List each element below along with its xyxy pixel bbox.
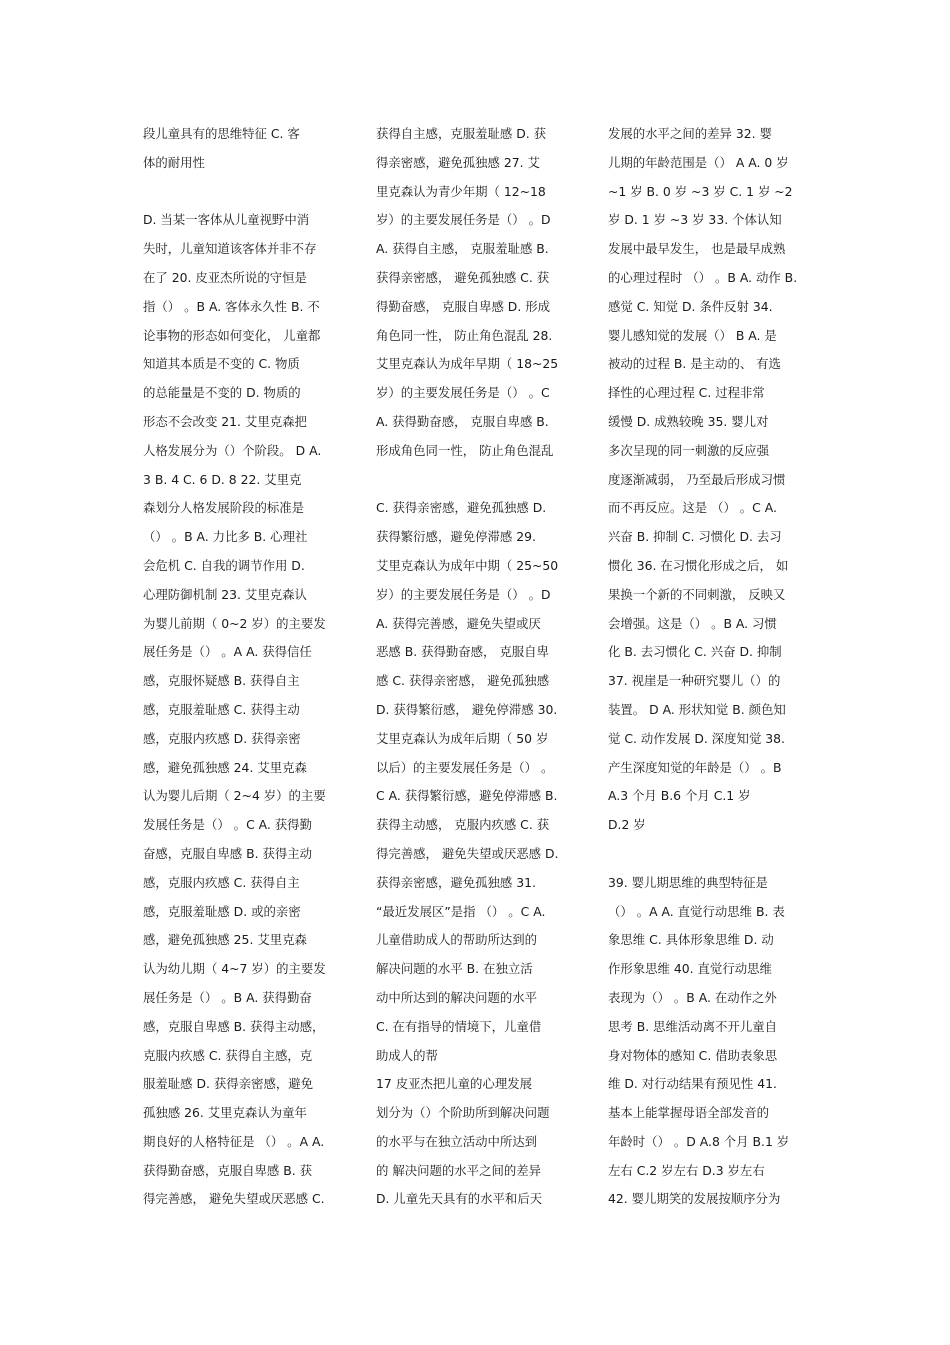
text-line: 的总能量是不变的 D. 物质的 <box>143 385 301 401</box>
text-line: 解决问题的水平 B. 在独立活 <box>376 961 533 977</box>
text-line: 择性的心理过程 C. 过程非常 <box>608 385 765 401</box>
text-line: 为婴儿前期（ 0~2 岁）的主要发 <box>143 615 326 631</box>
text-line: 而不再反应。这是 （） 。C A. <box>608 500 777 516</box>
text-line: 基本上能掌握母语全部发音的 <box>608 1105 770 1121</box>
text-line: 思考 B. 思维活动离不开儿童自 <box>608 1018 778 1034</box>
text-line: 得完善感， 避免失望或厌恶感 C. <box>143 1191 325 1207</box>
text-line: 表现为（） 。B A. 在动作之外 <box>608 989 777 1005</box>
text-line: 动中所达到的解决问题的水平 <box>376 989 538 1005</box>
text-line: 化 B. 去习惯化 C. 兴奋 D. 抑制 <box>608 644 782 660</box>
text-line: 被动的过程 B. 是主动的、 有选 <box>608 356 781 372</box>
text-line: 指（） 。B A. 客体永久性 B. 不 <box>143 298 320 314</box>
text-line: 的水平与在独立活动中所达到 <box>376 1133 538 1149</box>
text-line: C. 获得亲密感，避免孤独感 D. <box>376 500 547 516</box>
text-line: 岁）的主要发展任务是（） 。D <box>376 586 551 602</box>
text-line <box>143 182 348 211</box>
text-line: A. 获得完善感，避免失望或厌 <box>376 615 541 631</box>
text-line: 发展任务是（） 。C A. 获得勤 <box>143 817 312 833</box>
text-line: 人格发展分为（）个阶段。 D A. <box>143 442 322 458</box>
text-line: 发展中最早发生， 也是最早成熟 <box>608 241 786 257</box>
text-line: 缓慢 D. 成熟较晚 35. 婴儿对 <box>608 413 769 429</box>
text-line: 感，克服怀疑感 B. 获得自主 <box>143 673 300 689</box>
text-line: 森划分人格发展阶段的标准是 <box>143 500 305 516</box>
text-line <box>608 844 814 873</box>
text-line: 的 解决问题的水平之间的差异 <box>376 1162 542 1178</box>
text-line: 左右 C.2 岁左右 D.3 岁左右 <box>608 1162 765 1178</box>
text-line: 感觉 C. 知觉 D. 条件反射 34. <box>608 298 773 314</box>
text-line: 岁）的主要发展任务是（） 。C <box>376 385 550 401</box>
text-line: 认为婴儿后期（ 2~4 岁）的主要 <box>143 788 326 804</box>
text-line: 得勤奋感， 克服自卑感 D. 形成 <box>376 298 550 314</box>
text-line: 装置。 D A. 形状知觉 B. 颜色知 <box>608 701 786 717</box>
text-line: 的心理过程时 （） 。B A. 动作 B. <box>608 269 798 285</box>
text-line: 感，克服自卑感 B. 获得主动感， <box>143 1018 325 1034</box>
text-line: 觉 C. 动作发展 D. 深度知觉 38. <box>608 730 785 746</box>
text-line: 得完善感， 避免失望或厌恶感 D. <box>376 845 559 861</box>
text-line: 感，克服内疚感 C. 获得自主 <box>143 874 300 890</box>
text-line: 感，克服羞耻感 C. 获得主动 <box>143 701 300 717</box>
text-line: 身对物体的感知 C. 借助表象思 <box>608 1047 778 1063</box>
text-line: 儿童借助成人的帮助所达到的 <box>376 932 538 948</box>
text-line: 感，克服内疚感 D. 获得亲密 <box>143 730 301 746</box>
text-column-1 <box>143 124 348 1218</box>
text-line: 婴儿感知觉的发展（） B A. 是 <box>608 327 777 343</box>
text-line: 克服内疚感 C. 获得自主感，克 <box>143 1047 313 1063</box>
text-line: 感，避免孤独感 25. 艾里克森 <box>143 932 307 948</box>
text-line: 孤独感 26. 艾里克森认为童年 <box>143 1105 307 1121</box>
text-line: 作形象思维 40. 直觉行动思维 <box>608 961 772 977</box>
text-line: 17 皮亚杰把儿童的心理发展 <box>376 1076 533 1092</box>
text-line: A. 获得自主感， 克服羞耻感 B. <box>376 241 549 257</box>
text-line: 维 D. 对行动结果有预见性 41. <box>608 1076 777 1092</box>
text-line: 3 B. 4 C. 6 D. 8 22. 艾里克 <box>143 471 302 487</box>
text-line: 获得繁衍感，避免停滞感 29. <box>376 529 536 545</box>
text-line: 以后）的主要发展任务是（） 。 <box>376 759 554 775</box>
text-line: 认为幼儿期（ 4~7 岁）的主要发 <box>143 961 326 977</box>
text-line: 发展的水平之间的差异 32. 婴 <box>608 126 772 141</box>
text-line: 得亲密感，避免孤独感 27. 艾 <box>376 154 540 170</box>
text-line: 度逐渐减弱， 乃至最后形成习惯 <box>608 471 786 487</box>
text-line: 感，避免孤独感 24. 艾里克森 <box>143 759 307 775</box>
text-line: （） 。A A. 直觉行动思维 B. 表 <box>608 903 785 919</box>
text-line: A. 获得勤奋感， 克服自卑感 B. <box>376 413 549 429</box>
text-line: 助成人的帮 <box>376 1047 438 1063</box>
text-line: 艾里克森认为成年中期（ 25~50 <box>376 557 559 573</box>
text-line: 感，克服羞耻感 D. 或的亲密 <box>143 903 301 919</box>
text-line: 象思维 C. 具体形象思维 D. 动 <box>608 932 774 948</box>
text-line: 知道其本质是不变的 C. 物质 <box>143 356 300 372</box>
text-line: C A. 获得繁衍感，避免停滞感 B. <box>376 788 558 804</box>
text-line: 岁）的主要发展任务是（） 。D <box>376 212 551 228</box>
text-line: 期良好的人格特征是 （） 。A A. <box>143 1133 325 1149</box>
text-line: 惯化 36. 在习惯化形成之后， 如 <box>608 557 789 573</box>
text-line: D. 当某一客体从儿童视野中消 <box>143 212 310 228</box>
text-line: 段儿童具有的思维特征 C. 客 <box>143 126 300 141</box>
text-line: 37. 视崖是一种研究婴儿（）的 <box>608 673 781 689</box>
text-line: 里克森认为青少年期（ 12~18 <box>376 183 546 199</box>
text-line: 体的耐用性 <box>143 154 205 170</box>
text-line: 42. 婴儿期笑的发展按顺序分为 <box>608 1191 781 1207</box>
text-line: 角色同一性， 防止角色混乱 28. <box>376 327 553 343</box>
text-line: 展任务是（） 。B A. 获得勤奋 <box>143 989 312 1005</box>
text-line: 获得亲密感，避免孤独感 31. <box>376 874 536 890</box>
text-line: 服羞耻感 D. 获得亲密感，避免 <box>143 1076 314 1092</box>
text-line: 恶感 B. 获得勤奋感， 克服自卑 <box>376 644 549 660</box>
text-line: ~1 岁 B. 0 岁 ~3 岁 C. 1 岁 ~2 <box>608 183 793 199</box>
text-line: 感 C. 获得亲密感， 避免孤独感 <box>376 673 550 689</box>
text-line: 果换一个新的不同刺激， 反映又 <box>608 586 786 602</box>
text-line: 39. 婴儿期思维的典型特征是 <box>608 874 768 890</box>
text-line: 艾里克森认为成年后期（ 50 岁 <box>376 730 549 746</box>
text-line: 在了 20. 皮亚杰所说的守恒是 <box>143 269 307 285</box>
text-line: 获得主动感， 克服内疚感 C. 获 <box>376 817 550 833</box>
text-line: 多次呈现的同一刺激的反应强 <box>608 442 770 458</box>
text-line: 产生深度知觉的年龄是（） 。B <box>608 759 782 775</box>
text-line: 兴奋 B. 抑制 C. 习惯化 D. 去习 <box>608 529 782 545</box>
text-line: D. 获得繁衍感， 避免停滞感 30. <box>376 701 558 717</box>
text-line: 获得勤奋感，克服自卑感 B. 获 <box>143 1162 313 1178</box>
text-line: 奋感，克服自卑感 B. 获得主动 <box>143 845 313 861</box>
text-line: 展任务是（） 。A A. 获得信任 <box>143 644 312 660</box>
text-line: 获得亲密感， 避免孤独感 C. 获 <box>376 269 550 285</box>
text-line: A.3 个月 B.6 个月 C.1 岁 <box>608 788 751 804</box>
text-line: D. 儿童先天具有的水平和后天 <box>376 1191 543 1207</box>
text-line: 形成角色同一性， 防止角色混乱 <box>376 442 554 458</box>
text-line: 年龄时（） 。D A.8 个月 B.1 岁 <box>608 1133 790 1149</box>
text-line: 心理防御机制 23. 艾里克森认 <box>143 586 307 602</box>
text-line: 会危机 C. 自我的调节作用 D. <box>143 557 305 573</box>
text-line: 形态不会改变 21. 艾里克森把 <box>143 413 307 429</box>
text-column-2 <box>376 124 582 1218</box>
text-line <box>376 470 582 499</box>
text-line: 划分为（）个阶助所到解决问题 <box>376 1105 550 1121</box>
text-line: （） 。B A. 力比多 B. 心理社 <box>143 529 308 545</box>
text-line: 艾里克森认为成年早期（ 18~25 <box>376 356 559 372</box>
text-line: “最近发展区”是指 （） 。C A. <box>376 903 546 919</box>
text-line: 获得自主感，克服羞耻感 D. 获 <box>376 126 547 141</box>
text-line: 会增强。这是（） 。B A. 习惯 <box>608 615 777 631</box>
text-column-3 <box>608 124 814 1218</box>
text-line: 儿期的年龄范围是（） A A. 0 岁 <box>608 154 789 170</box>
text-line: D.2 岁 <box>608 817 646 833</box>
text-line: 失时，儿童知道该客体并非不存 <box>143 241 317 257</box>
text-line: C. 在有指导的情境下，儿童借 <box>376 1018 542 1034</box>
text-line: 论事物的形态如何变化， 儿童都 <box>143 327 321 343</box>
text-line: 岁 D. 1 岁 ~3 岁 33. 个体认知 <box>608 212 782 228</box>
